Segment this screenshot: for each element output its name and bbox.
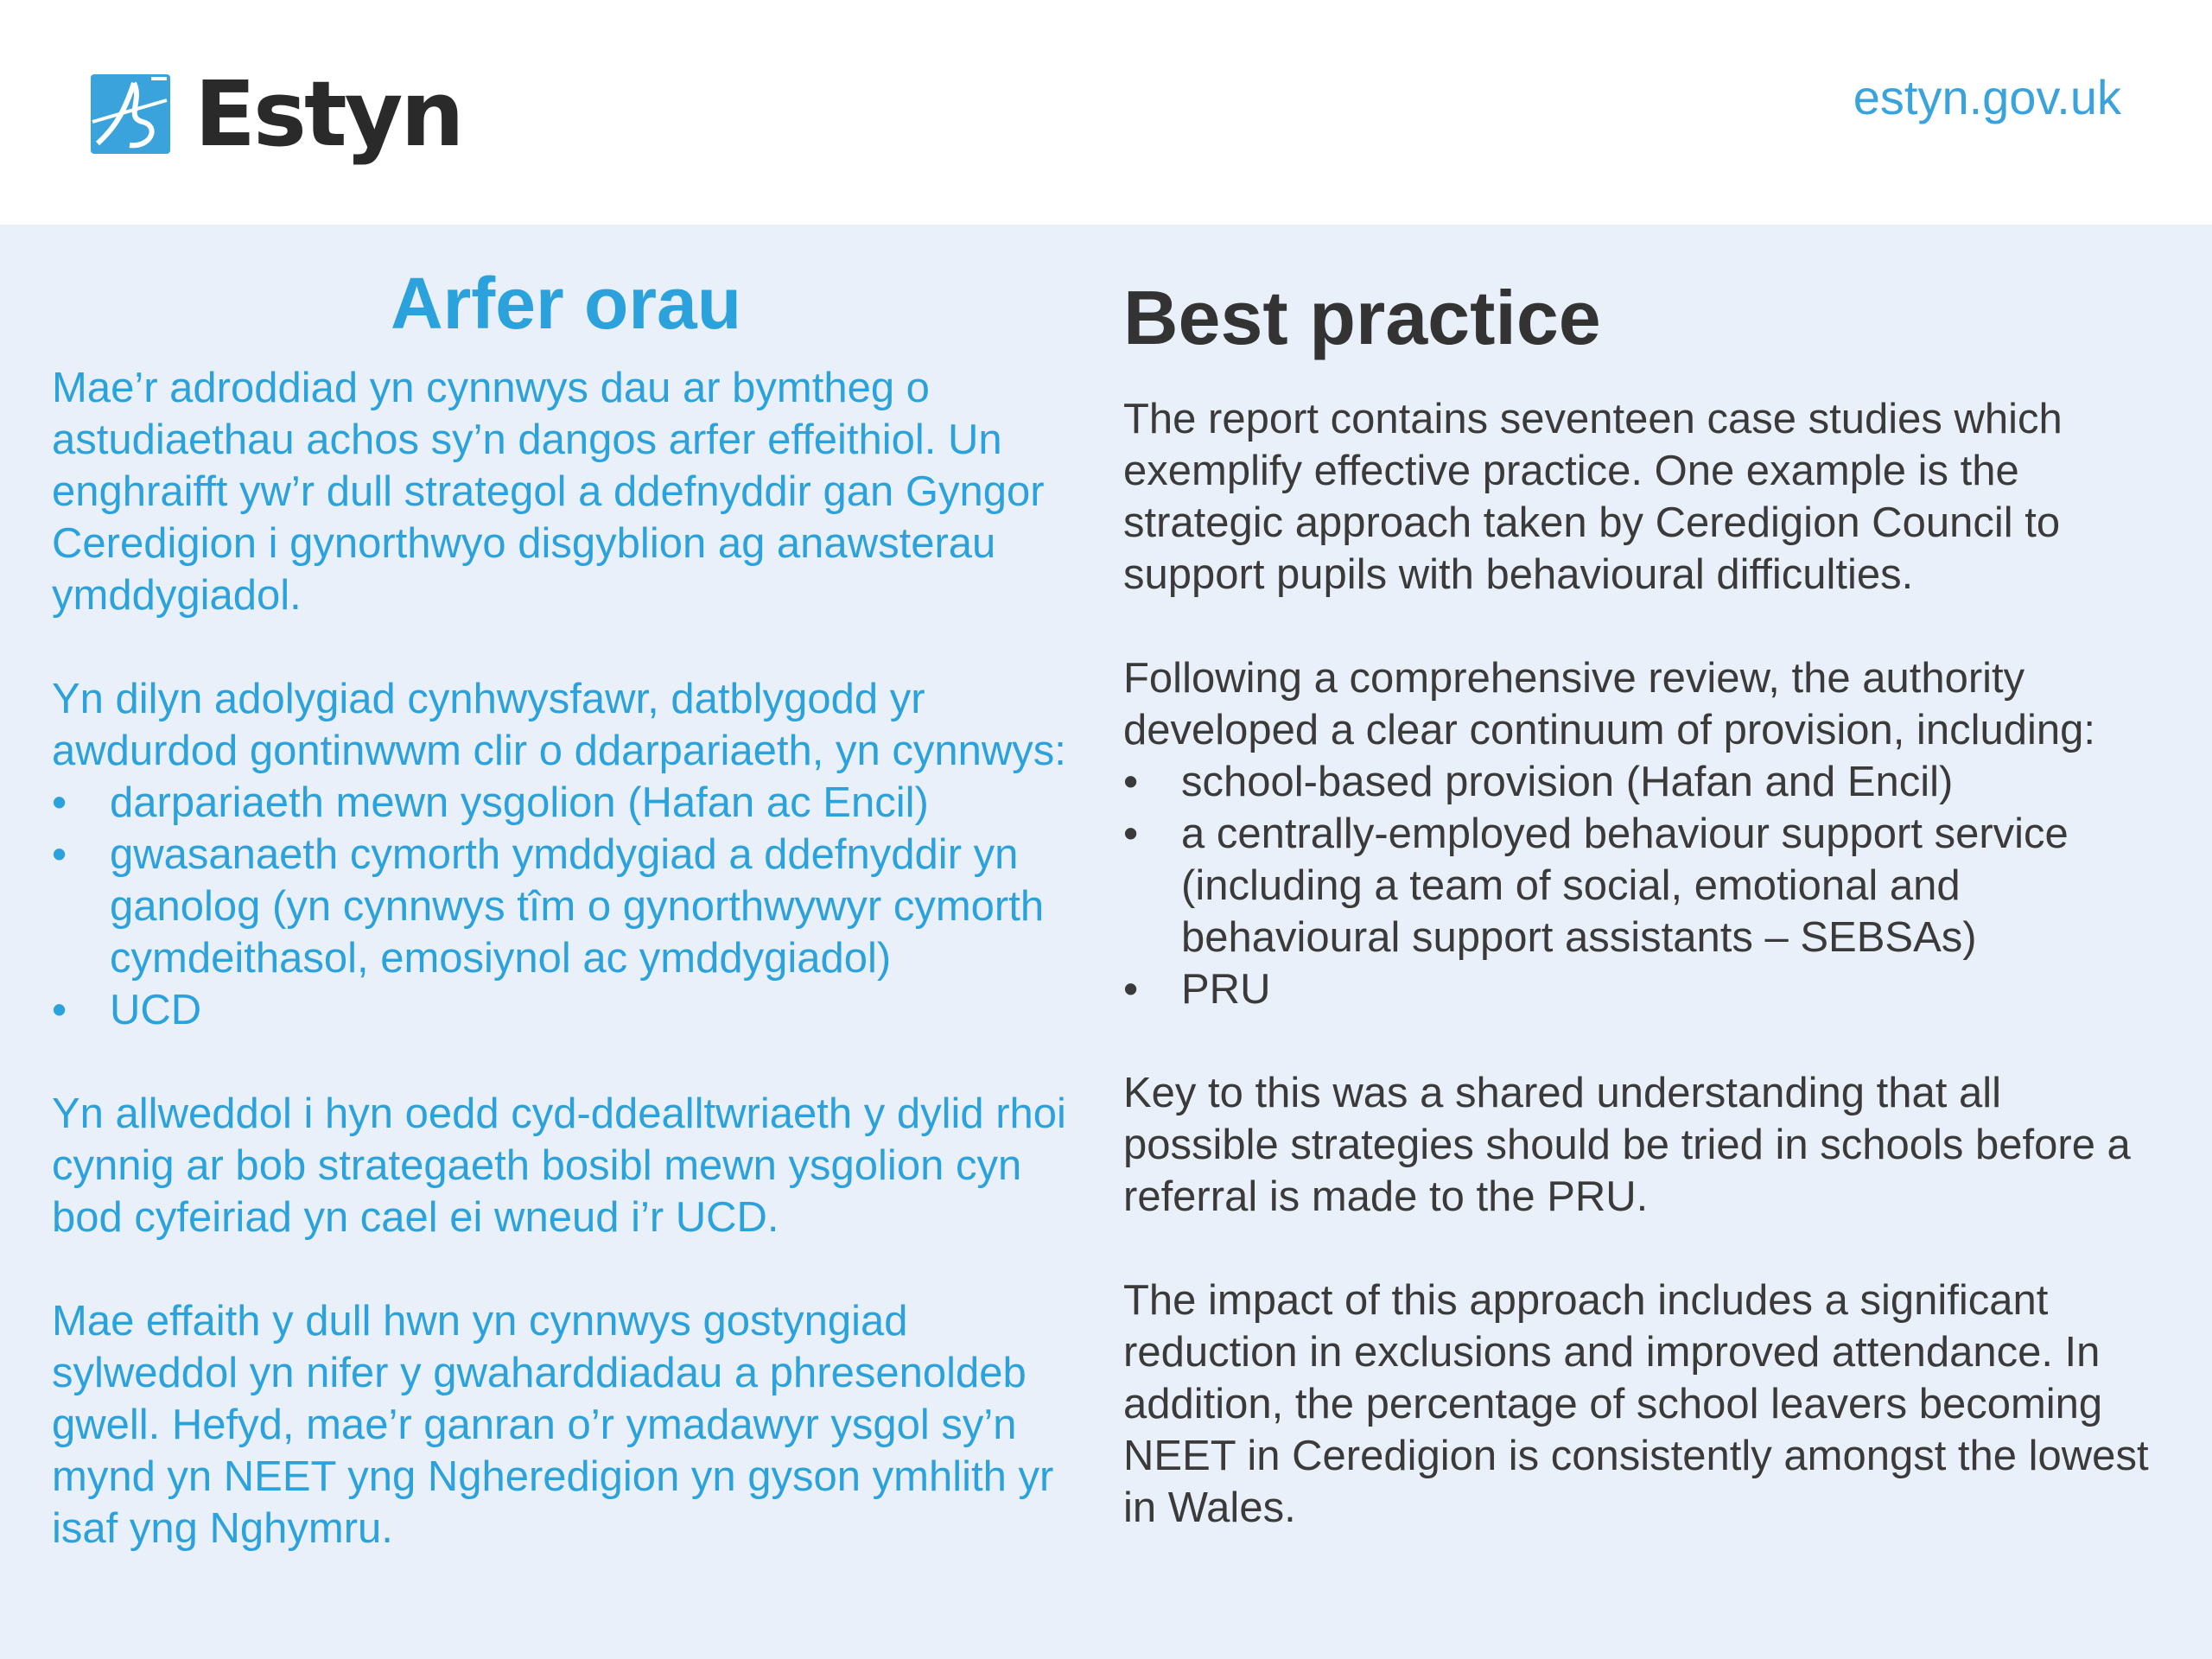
english-paragraph-3: Key to this was a shared understanding that all possible strategies should be tried in schools before a referral is made to the PRU. — [1123, 1069, 2131, 1220]
welsh-column — [52, 225, 1080, 1554]
welsh-paragraph-2: Yn dilyn adolygiad cynhwysfawr, datblygodd yr awdurdod gontinwwm clir o ddarpariaeth, yn cynnwys: — [52, 676, 1066, 775]
bullet-icon: • — [1123, 810, 1139, 857]
list-item: • UCD — [52, 984, 1080, 1036]
estyn-logo[interactable] — [91, 61, 462, 167]
welsh-paragraph-1: Mae’r adroddiad yn cynnwys dau ar bymtheg o astudiaethau achos sy’n dangos arfer effeithiol. Un enghraifft yw’r dull strategol a ddefnyddir gan Gyngor Ceredigion i gynorthwyo disgyblion ag anawsterau ymddygiadol. — [52, 365, 1045, 620]
bullet-icon: • — [52, 779, 67, 827]
welsh-paragraph-3: Yn allweddol i hyn oedd cyd-ddealltwriaeth y dylid rhoi cynnig ar bob strategaeth bosibl mewn ysgolion cyn bod cyfeiriad yn cael ei wneud i’r UCD. — [52, 1090, 1066, 1242]
list-item: • a centrally-employed behaviour support service (including a team of social, emotional and behavioural support assistants – SEBSAs) — [1123, 808, 2160, 963]
list-item: • PRU — [1123, 963, 2160, 1015]
header-bar — [0, 0, 2212, 225]
estyn-logo-icon — [91, 74, 170, 154]
list-item: • gwasanaeth cymorth ymddygiad a ddefnyddir yn ganolog (yn cynnwys tîm o gynorthwywyr cymorth cymdeithasol, emosiynol ac ymddygiadol) — [52, 829, 1080, 984]
bullet-icon: • — [52, 987, 67, 1034]
list-item: • darpariaeth mewn ysgolion (Hafan ac Encil) — [52, 777, 1080, 829]
english-paragraph-1: The report contains seventeen case studies which exemplify effective practice. One example is the strategic approach taken by Ceredigion Council to support pupils with behavioural difficulties. — [1123, 395, 2063, 598]
english-bullet-list — [1123, 756, 2160, 1015]
welsh-bullet-list — [52, 777, 1080, 1036]
english-paragraph-2: Following a comprehensive review, the authority developed a clear continuum of provision, including: — [1123, 654, 2095, 753]
welsh-paragraph-4: Mae effaith y dull hwn yn cynnwys gostyngiad sylweddol yn nifer y gwaharddiadau a phresenoldeb gwell. Hefyd, mae’r ganran o’r ymadawyr ysgol sy’n mynd yn NEET yng Ngheredigion yn gyson ymhlith yr isaf yng Nghymru. — [52, 1298, 1054, 1553]
list-item: • school-based provision (Hafan and Encil) — [1123, 756, 2160, 808]
bullet-icon: • — [1123, 758, 1139, 805]
site-url-link[interactable]: estyn.gov.uk — [1853, 70, 2121, 124]
english-column — [1123, 225, 2160, 1534]
welsh-title: Arfer orau — [390, 263, 742, 344]
welsh-body — [52, 362, 1080, 1554]
english-body — [1123, 393, 2160, 1534]
bullet-icon: • — [1123, 965, 1139, 1013]
english-paragraph-4: The impact of this approach includes a significant reduction in exclusions and improved attendance. In addition, the percentage of school leavers becoming NEET in Ceredigion is consistently amongst the lowest in Wales. — [1123, 1276, 2149, 1531]
bullet-icon: • — [52, 831, 67, 879]
brand-name: Estyn — [194, 61, 462, 167]
english-title: Best practice — [1123, 275, 1601, 360]
